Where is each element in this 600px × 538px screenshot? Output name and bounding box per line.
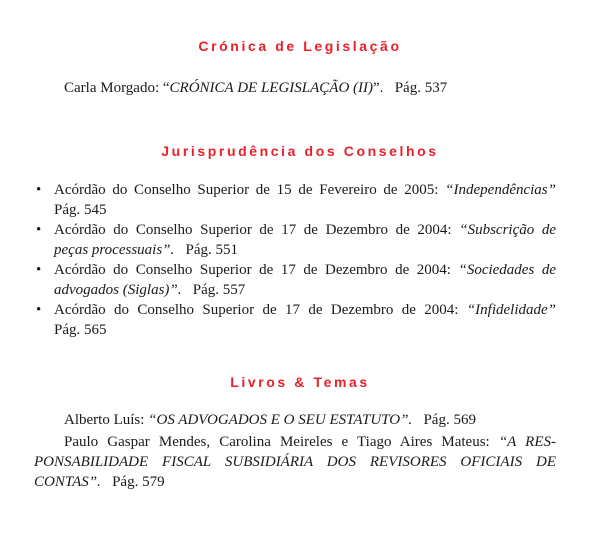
bullet-icon: • — [36, 262, 42, 278]
acordao-2-line2 — [54, 240, 238, 260]
bullet-icon: • — [36, 182, 42, 198]
cronica-page-ref: Pág. 537 — [394, 80, 448, 96]
livros-1-author: Alberto Luís: — [64, 412, 149, 428]
section-title-livros: Livros & Temas — [230, 374, 370, 390]
livros-1-work-title: “OS ADVOGADOS E O SEU ESTATUTO”. — [148, 412, 413, 428]
acordao-1-text: Acórdão do Conselho Superior de 15 de Fevereiro de 2005: — [54, 182, 439, 198]
acordao-4-text: Acórdão do Conselho Superior de 17 de Dezembro de 2004: — [54, 302, 459, 318]
cronica-author: Carla Morgado: — [64, 80, 163, 96]
livros-2-authors: Paulo Gaspar Mendes, Carolina Meireles e Tiago Aires Mateus: — [64, 434, 490, 450]
acordao-3-line2 — [54, 280, 245, 300]
acordao-1-title: “Independências” — [445, 182, 556, 198]
acordao-2-title-part2: peças processuais”. — [54, 242, 175, 258]
acordao-2-text: Acórdão do Conselho Superior de 17 de Dezembro de 2004: — [54, 222, 452, 238]
livros-entry-1 — [64, 410, 476, 430]
acordao-3-line1 — [54, 260, 556, 280]
livros-1-page-ref: Pág. 569 — [423, 412, 476, 428]
bullet-icon: • — [36, 222, 42, 238]
acordao-1-line1 — [54, 180, 556, 200]
cronica-close-quote: ”. — [373, 80, 384, 96]
livros-2-work-part3: CONTAS”. — [34, 474, 101, 490]
livros-2-work-part1: “A RES- — [498, 434, 556, 450]
acordao-2-line1 — [54, 220, 556, 240]
acordao-1-page-ref: Pág. 545 — [54, 202, 107, 218]
cronica-work-title: CRÓNICA DE LEGISLAÇÃO (II) — [169, 80, 374, 96]
bullet-icon: • — [36, 302, 42, 318]
cronica-entry — [64, 78, 447, 98]
livros-entry-2-line2 — [34, 452, 556, 472]
cronica-open-quote: “ — [162, 80, 170, 96]
acordao-2-page-ref: Pág. 551 — [185, 242, 239, 258]
livros-entry-2-line1 — [64, 432, 556, 452]
section-title-cronica: Crónica de Legislação — [198, 38, 402, 54]
acordao-4-title: “Infidelidade” — [466, 302, 556, 318]
acordao-3-page-ref: Pág. 557 — [192, 282, 246, 298]
acordao-4-line1 — [54, 300, 556, 320]
livros-entry-2-line3 — [34, 472, 165, 492]
acordao-3-title-part1: “Sociedades de — [458, 262, 557, 278]
acordao-3-text: Acórdão do Conselho Superior de 17 de Dezembro de 2004: — [54, 262, 451, 278]
livros-2-page-ref: Pág. 579 — [112, 474, 165, 490]
section-title-jurisprudencia: Jurisprudência dos Conselhos — [161, 143, 439, 159]
livros-2-work-part2: PONSABILIDADE FISCAL SUBSIDIÁRIA DOS REVISORES OFICIAIS DE — [34, 454, 556, 470]
acordao-3-title-part2: advogados (Siglas)”. — [54, 282, 182, 298]
acordao-4-page-ref: Pág. 565 — [54, 322, 107, 338]
acordao-2-title-part1: “Subscrição de — [459, 222, 557, 238]
